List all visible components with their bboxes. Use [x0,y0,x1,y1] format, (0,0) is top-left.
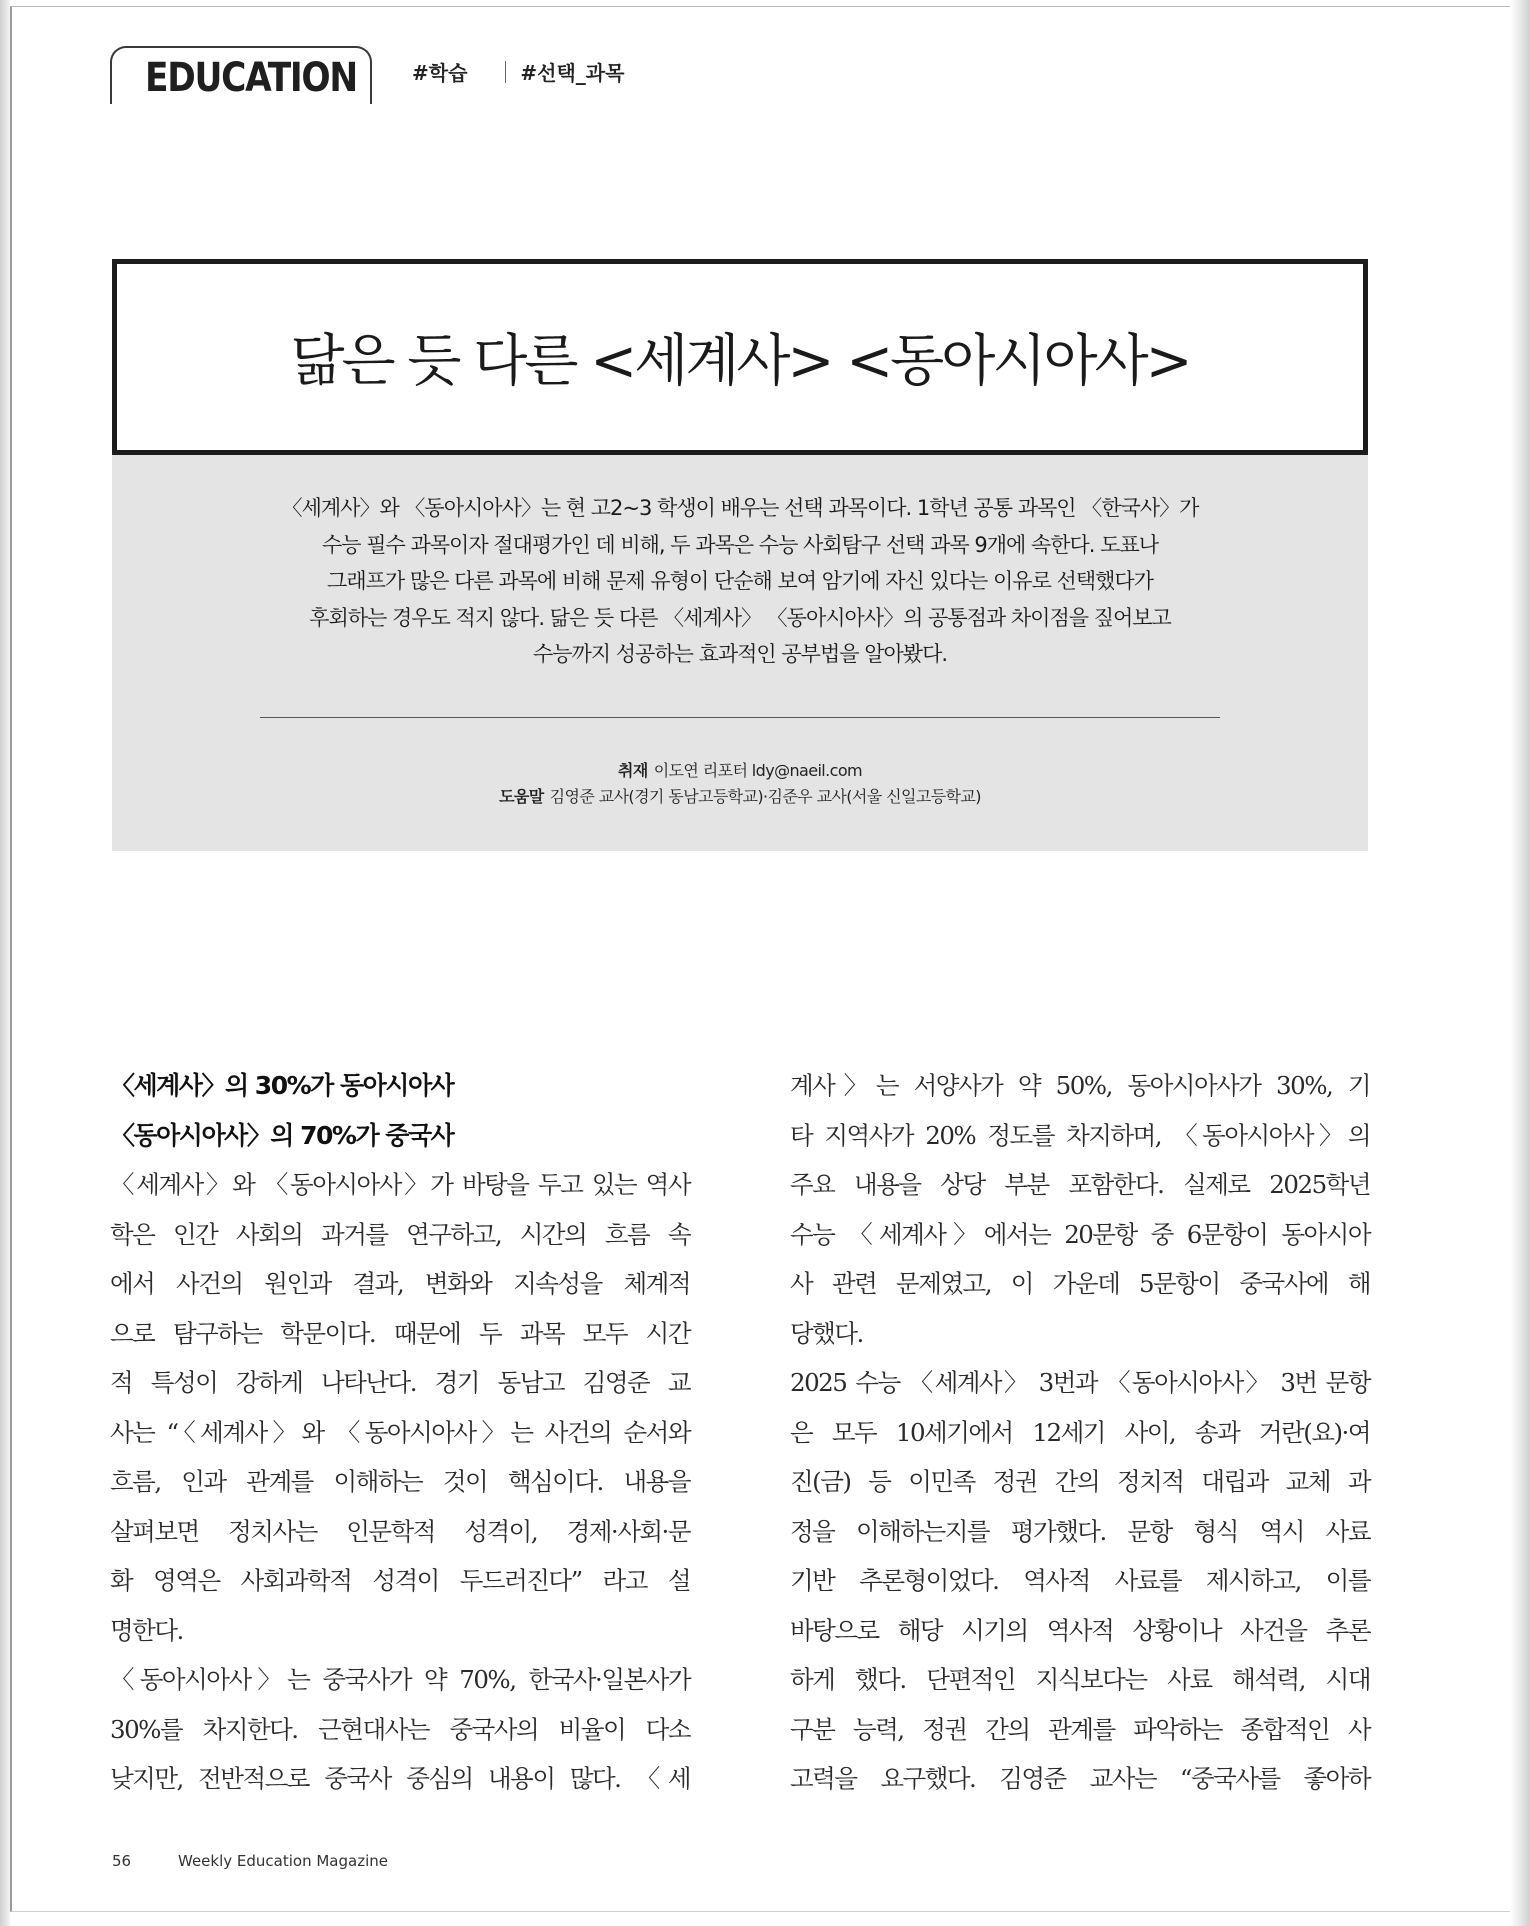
tag-study: #학습 [412,61,468,85]
body-line: 사는 “〈세계사〉와 〈동아시아사〉는 사건의 순서와 [110,1417,690,1447]
body-line: 으로 탐구하는 학문이다. 때문에 두 과목 모두 시간 [110,1318,690,1348]
body-line: 〈동아시아사〉는 중국사가 약 70%, 한국사·일본사가 [110,1665,690,1694]
body-line: 정을 이해하는지를 평가했다. 문항 형식 역시 사료 [790,1516,1370,1546]
body-line: 타 지역사가 20% 정도를 차지하며, 〈동아시아사〉의 [790,1120,1370,1150]
body-line: 하게 했다. 단편적인 지식보다는 사료 해석력, 시대 [790,1665,1370,1694]
credit-reporting-text: 이도연 리포터 ldy@naeil.com [653,761,863,780]
body-line: 주요 내용을 상당 부분 포함한다. 실제로 2025학년 [790,1170,1370,1199]
subhead: 〈동아시아사〉의 70%가 중국사 [110,1120,454,1150]
body-line: 계사〉는 서양사가 약 50%, 동아시아사가 30%, 기 [790,1071,1370,1100]
tag-elective: #선택_과목 [520,61,625,85]
body-line: 30%를 차지한다. 근현대사는 중국사의 비율이 다소 [110,1714,690,1744]
page-number: 56 [112,1852,132,1870]
lead-line: 후회하는 경우도 적지 않다. 닮은 듯 다른 〈세계사〉 〈동아시아사〉의 공통점과 차이점을 짚어보고 [309,605,1171,630]
lead-paragraph [200,490,1280,673]
body-line: 살펴보면 정치사는 인문학적 성격이, 경제·사회·문 [110,1516,690,1546]
body-line: 흐름, 인과 관계를 이해하는 것이 핵심이다. 내용을 [110,1467,690,1496]
body-line: 낮지만, 전반적으로 중국사 중심의 내용이 많다. 〈세 [110,1764,691,1793]
body-line: 학은 인간 사회의 과거를 연구하고, 시간의 흐름 속 [110,1219,690,1249]
credit-reporting [200,758,1280,784]
credit-reporting-label: 취재 [617,761,648,780]
tag-separator [505,61,506,83]
body-line: 사 관련 문제였고, 이 가운데 5문항이 중국사에 해 [790,1269,1370,1298]
subhead: 〈세계사〉의 30%가 동아시아사 [110,1071,454,1100]
body-column-right [790,1061,1370,1804]
body-line: 고력을 요구했다. 김영준 교사는 “중국사를 좋아하 [790,1764,1370,1793]
tag-list [412,57,624,86]
body-line: 수능 〈세계사〉에서는 20문항 중 6문항이 동아시아 [790,1219,1370,1249]
lead-line: 수능 필수 과목이자 절대평가인 데 비해, 두 과목은 수능 사회탐구 선택 과목 9개에 속한다. 도표나 [321,532,1159,557]
body-line: 진(금) 등 이민족 정권 간의 정치적 대립과 교체 과 [790,1467,1370,1496]
lead-line: 〈세계사〉와 〈동아시아사〉는 현 고2~3 학생이 배우는 선택 과목이다. 1학년 공통 과목인 〈한국사〉가 [281,496,1199,520]
credit-help-text: 김영준 교사(경기 동남고등학교)·김준우 교사(서울 신일고등학교) [549,787,981,806]
lead-line: 수능까지 성공하는 효과적인 공부법을 알아봤다. [532,642,948,666]
body-line: 명한다. [110,1615,183,1645]
page-edge-right [1510,0,1530,1926]
body-line: 에서 사건의 원인과 결과, 변화와 지속성을 체계적 [110,1269,690,1298]
body-line: 화 영역은 사회과학적 성격이 두드러진다” 라고 설 [110,1566,690,1595]
section-label: EDUCATION [145,55,357,101]
body-line: 은 모두 10세기에서 12세기 사이, 송과 거란(요)·여 [790,1417,1370,1447]
credit-help [200,784,1280,810]
article-title: 닮은 듯 다른 <세계사> <동아시아사> [290,329,1190,394]
body-line: 〈세계사〉와 〈동아시아사〉가 바탕을 두고 있는 역사 [110,1170,690,1199]
body-line: 구분 능력, 정권 간의 관계를 파악하는 종합적인 사 [790,1714,1370,1744]
lead-divider [260,717,1220,718]
body-column-left [110,1061,690,1804]
body-line: 바탕으로 해당 시기의 역사적 상황이나 사건을 추론 [790,1615,1370,1645]
body-line: 적 특성이 강하게 나타난다. 경기 동남고 김영준 교 [110,1368,690,1397]
lead-line: 그래프가 많은 다른 과목에 비해 문제 유형이 단순해 보여 암기에 자신 있다는 이유로 선택했다가 [327,569,1153,593]
magazine-name: Weekly Education Magazine [178,1852,388,1870]
credit-help-label: 도움말 [499,787,544,806]
title-box [112,259,1368,455]
body-line: 2025 수능 〈세계사〉 3번과 〈동아시아사〉 3번 문항 [790,1368,1370,1397]
body-line: 당했다. [790,1318,863,1348]
page-edge-left [0,0,10,1926]
body-line: 기반 추론형이었다. 역사적 사료를 제시하고, 이를 [790,1566,1370,1595]
credits [200,758,1280,810]
